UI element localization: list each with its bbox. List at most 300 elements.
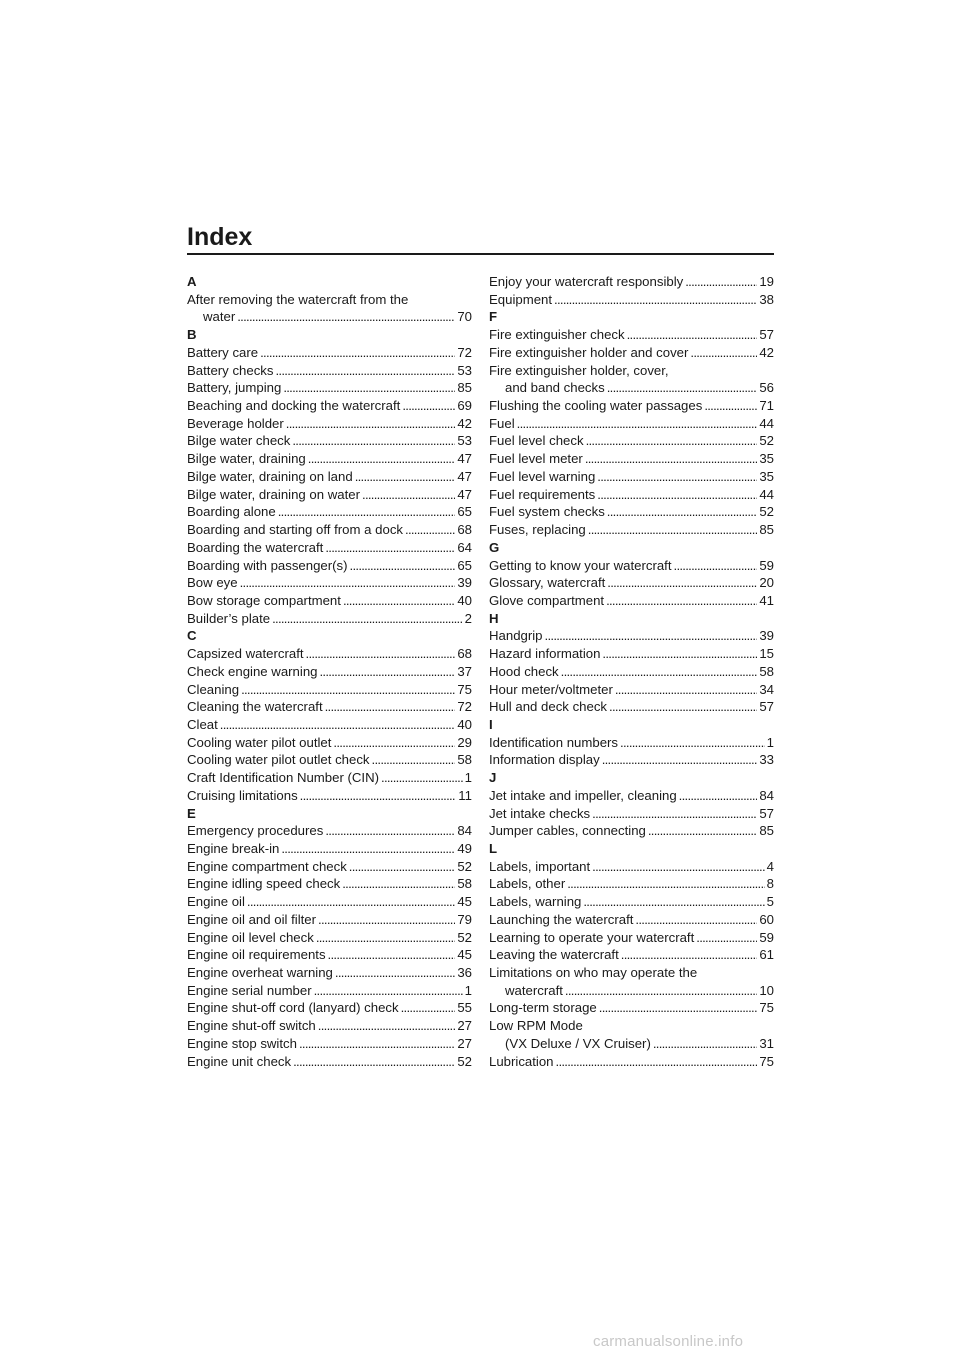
dot-leader	[635, 911, 757, 929]
index-entry-heading: Limitations on who may operate the	[489, 965, 698, 981]
index-entry-label: Flushing the cooling water passages	[489, 398, 703, 414]
index-entry	[489, 486, 774, 504]
dot-leader	[372, 751, 456, 769]
index-entry	[187, 681, 472, 699]
index-entry-page-number: 58	[759, 663, 774, 679]
index-entry-label: Engine oil level check	[187, 929, 314, 945]
index-entry-label: Fuel	[489, 415, 515, 431]
dot-leader	[286, 415, 456, 433]
index-entry	[489, 432, 774, 450]
dot-leader	[283, 379, 455, 397]
index-entry-page-number: 84	[759, 787, 774, 803]
index-entry	[489, 698, 774, 716]
dot-leader	[349, 858, 456, 876]
index-entry-label: Hood check	[489, 663, 559, 679]
index-entry-page-number: 45	[457, 894, 472, 910]
index-entry	[187, 645, 472, 663]
index-entry-label: Fuses, replacing	[489, 522, 586, 538]
index-entry-page-number: 44	[759, 486, 774, 502]
index-entry-label: Labels, warning	[489, 894, 582, 910]
index-entry	[187, 734, 472, 752]
index-letter-heading: J	[489, 770, 497, 786]
index-entry-label: Bilge water, draining	[187, 451, 306, 467]
index-entry	[187, 362, 472, 380]
index-entry	[187, 929, 472, 947]
index-entry-page-number: 38	[759, 291, 774, 307]
index-entry	[187, 610, 472, 628]
index-entry-label: Boarding the watercraft	[187, 539, 324, 555]
index-entry-label: Glossary, watercraft	[489, 575, 606, 591]
index-entry-page-number: 19	[759, 274, 774, 289]
index-entry	[187, 415, 472, 433]
dot-leader	[272, 610, 463, 628]
index-entry-page-number: 70	[457, 309, 472, 325]
dot-leader	[586, 432, 758, 450]
index-entry-page-number: 31	[759, 1035, 774, 1051]
index-entry-label: Information display	[489, 752, 600, 768]
index-entry	[187, 397, 472, 415]
index-entry-label: Fire extinguisher check	[489, 327, 625, 343]
index-entry-page-number: 56	[759, 380, 774, 396]
index-letter-heading: E	[187, 805, 196, 821]
index-entry-label: Engine serial number	[187, 982, 312, 998]
index-entry-page-number: 59	[759, 557, 774, 573]
index-entry-label: Engine overheat warning	[187, 965, 333, 981]
index-entry-page-number: 84	[457, 823, 472, 839]
index-entry-page-number: 11	[458, 787, 472, 803]
index-entry	[187, 1053, 472, 1071]
index-entry-label: (VX Deluxe / VX Cruiser)	[505, 1035, 651, 1051]
index-entry	[187, 858, 472, 876]
index-entry-label: Emergency procedures	[187, 823, 324, 839]
dot-leader	[597, 468, 757, 486]
index-entry-page-number: 33	[759, 752, 774, 768]
index-entry	[489, 592, 774, 610]
index-letter-heading: B	[187, 327, 197, 343]
index-entry	[489, 574, 774, 592]
dot-leader	[615, 681, 757, 699]
index-entry	[187, 769, 472, 787]
dot-leader	[328, 946, 456, 964]
index-entry-label: Leaving the watercraft	[489, 947, 619, 963]
index-entry-page-number: 2	[464, 610, 472, 626]
dot-leader	[293, 1053, 455, 1071]
index-entry-page-number: 40	[457, 592, 472, 608]
page-title: Index	[187, 223, 253, 251]
index-entry	[187, 557, 472, 575]
index-entry	[187, 432, 472, 450]
index-entry-label: Check engine warning	[187, 663, 318, 679]
index-entry-page-number: 72	[457, 699, 472, 715]
index-entry	[489, 999, 774, 1017]
index-entry-heading: Fire extinguisher holder, cover,	[489, 362, 669, 378]
index-letter-heading: F	[489, 309, 498, 325]
index-entry	[489, 415, 774, 433]
index-entry-page-number: 4	[766, 858, 774, 874]
index-entry-label: Engine break-in	[187, 841, 280, 856]
index-entry	[489, 645, 774, 663]
index-entry	[489, 397, 774, 415]
index-entry-page-number: 85	[759, 823, 774, 839]
index-entry-label: Cooling water pilot outlet check	[187, 752, 370, 768]
index-entry-page-number: 59	[759, 929, 774, 945]
index-entry-page-number: 58	[457, 752, 472, 768]
index-entry	[489, 1053, 774, 1071]
dot-leader	[585, 450, 758, 468]
dot-leader	[648, 822, 757, 840]
dot-leader	[517, 415, 758, 433]
dot-leader	[602, 751, 758, 769]
index-entry-page-number: 60	[759, 911, 774, 927]
index-entry-label: Long-term storage	[489, 1000, 597, 1016]
index-entry-page-number: 75	[759, 1000, 774, 1016]
index-entry	[489, 627, 774, 645]
index-entry	[489, 787, 774, 805]
index-entry-label: Engine oil requirements	[187, 947, 326, 963]
index-entry-label: Bow storage compartment	[187, 592, 341, 608]
index-entry-page-number: 52	[457, 1053, 472, 1069]
index-entry	[187, 468, 472, 486]
index-entry	[187, 822, 472, 840]
dot-leader	[260, 344, 455, 362]
index-entry-page-number: 35	[759, 468, 774, 484]
index-entry-label: Fuel level warning	[489, 468, 596, 484]
index-entry-page-number: 79	[457, 911, 472, 927]
index-entry	[187, 751, 472, 769]
index-entry-label: Jet intake and impeller, cleaning	[489, 787, 677, 803]
dot-leader	[333, 734, 455, 752]
dot-leader	[620, 734, 765, 752]
index-entry-label: Engine stop switch	[187, 1035, 297, 1051]
index-entry	[187, 1017, 472, 1035]
index-entry-label: Fuel level meter	[489, 451, 583, 467]
index-entry-page-number: 52	[759, 433, 774, 449]
dot-leader	[362, 486, 455, 504]
index-entry-page-number: 52	[457, 858, 472, 874]
dot-leader	[402, 397, 455, 415]
index-entry-label: Equipment	[489, 291, 553, 307]
dot-leader	[588, 521, 758, 539]
dot-leader	[335, 964, 455, 982]
index-entry	[187, 911, 472, 929]
index-entry-label: Boarding with passenger(s)	[187, 557, 348, 573]
index-entry-page-number: 39	[759, 628, 774, 644]
index-entry	[489, 805, 774, 823]
index-entry-page-number: 27	[457, 1035, 472, 1051]
index-entry-page-number: 5	[766, 894, 774, 910]
index-entry	[489, 734, 774, 752]
index-entry-page-number: 44	[759, 415, 774, 431]
dot-leader	[609, 698, 757, 716]
index-entry-page-number: 53	[457, 433, 472, 449]
index-entry-page-number: 39	[457, 575, 472, 591]
index-entry-label: Engine shut-off cord (lanyard) check	[187, 1000, 399, 1016]
index-entry-label: Bow eye	[187, 575, 238, 591]
index-entry-label: and band checks	[505, 380, 605, 396]
index-entry-page-number: 57	[759, 699, 774, 715]
index-entry-label: Builder’s plate	[187, 610, 271, 626]
dot-leader	[556, 1053, 758, 1071]
index-entry-label: Beverage holder	[187, 415, 284, 431]
dot-leader	[607, 574, 757, 592]
dot-leader	[607, 503, 758, 521]
dot-leader	[281, 840, 455, 858]
index-entry-page-number: 40	[457, 716, 472, 732]
index-entry	[187, 964, 472, 982]
index-entry-label: Engine compartment check	[187, 858, 347, 874]
dot-leader	[653, 1035, 757, 1053]
index-entry	[489, 946, 774, 964]
index-entry-label: Identification numbers	[489, 734, 619, 750]
index-entry-page-number: 37	[457, 663, 472, 679]
index-entry-label: Capsized watercraft	[187, 646, 304, 662]
index-entry-page-number: 42	[759, 344, 774, 360]
index-entry-label: Jet intake checks	[489, 805, 591, 821]
index-entry	[489, 326, 774, 344]
index-entry-label: Fire extinguisher holder and cover	[489, 344, 689, 360]
index-entry-label: Cooling water pilot outlet	[187, 734, 332, 750]
index-entry	[187, 999, 472, 1017]
dot-leader	[627, 326, 758, 344]
index-entry-label: Engine idling speed check	[187, 876, 341, 892]
dot-leader	[602, 645, 757, 663]
index-entry-page-number: 1	[464, 982, 472, 998]
index-entry-label: Bilge water check	[187, 433, 291, 449]
index-entry-label: Craft Identification Number (CIN)	[187, 770, 380, 786]
dot-leader	[704, 397, 757, 415]
index-entry-label: Hour meter/voltmeter	[489, 681, 613, 697]
dot-leader	[325, 822, 455, 840]
index-column-left	[187, 273, 472, 1070]
index-entry-label: Handgrip	[489, 628, 543, 644]
index-entry	[187, 450, 472, 468]
dot-leader	[565, 982, 757, 1000]
index-entry-label: Learning to operate your watercraft	[489, 929, 695, 945]
index-entry	[187, 893, 472, 911]
index-entry	[187, 787, 472, 805]
index-letter-heading: C	[187, 628, 197, 644]
index-entry	[489, 681, 774, 699]
index-entry	[187, 574, 472, 592]
index-entry-label: Bilge water, draining on land	[187, 468, 353, 484]
index-entry-label: Engine shut-off switch	[187, 1018, 316, 1034]
index-entry-page-number: 75	[759, 1053, 774, 1069]
dot-leader	[314, 982, 463, 1000]
index-entry-label: Jumper cables, connecting	[489, 823, 646, 839]
index-entry-page-number: 85	[457, 380, 472, 396]
index-letter-heading: G	[489, 539, 500, 555]
dot-leader	[247, 893, 455, 911]
dot-leader	[241, 681, 455, 699]
index-entry-page-number: 49	[457, 841, 472, 856]
dot-leader	[381, 769, 463, 787]
dot-leader	[276, 362, 456, 380]
dot-leader	[545, 627, 758, 645]
index-entry-page-number: 68	[457, 522, 472, 538]
index-entry	[489, 751, 774, 769]
index-entry-label: Fuel requirements	[489, 486, 596, 502]
dot-leader	[306, 645, 456, 663]
index-entry-page-number: 36	[457, 965, 472, 981]
index-column-right	[489, 273, 774, 1070]
index-entry	[489, 291, 774, 309]
index-entry	[489, 379, 774, 397]
index-entry	[187, 503, 472, 521]
index-entry	[187, 716, 472, 734]
index-entry	[187, 698, 472, 716]
index-entry	[187, 379, 472, 397]
index-entry	[489, 929, 774, 947]
index-entry-page-number: 45	[457, 947, 472, 963]
index-entry-page-number: 53	[457, 362, 472, 378]
index-entry	[489, 875, 774, 893]
index-entry-page-number: 69	[457, 398, 472, 414]
index-entry-page-number: 47	[457, 486, 472, 502]
index-entry	[187, 521, 472, 539]
dot-leader	[237, 308, 455, 326]
index-entry-label: Engine oil	[187, 894, 245, 910]
index-entry-label: Engine unit check	[187, 1053, 292, 1069]
index-entry-page-number: 71	[759, 398, 774, 414]
dot-leader	[320, 663, 456, 681]
index-entry-label: Hull and deck check	[489, 699, 608, 715]
watermark-text: carmanualsonline.info	[593, 1333, 744, 1350]
dot-leader	[561, 663, 758, 681]
dot-leader	[685, 273, 757, 291]
index-entry	[187, 539, 472, 557]
index-entry	[489, 450, 774, 468]
index-entry	[489, 557, 774, 575]
index-entry-page-number: 29	[457, 734, 472, 750]
index-entry-label: Fuel level check	[489, 433, 584, 449]
dot-leader	[405, 521, 455, 539]
index-entry	[489, 893, 774, 911]
index-entry-page-number: 42	[457, 415, 472, 431]
dot-leader	[674, 557, 758, 575]
index-entry-page-number: 20	[759, 575, 774, 591]
index-entry-label: Cleaning	[187, 681, 240, 697]
dot-leader	[567, 875, 764, 893]
index-entry-page-number: 57	[759, 327, 774, 343]
index-entry	[187, 344, 472, 362]
dot-leader	[318, 911, 455, 929]
dot-leader	[325, 539, 455, 557]
index-entry	[489, 521, 774, 539]
index-entry-page-number: 52	[759, 504, 774, 520]
index-entry	[187, 308, 472, 326]
index-entry	[489, 468, 774, 486]
dot-leader	[606, 592, 757, 610]
index-entry-label: Getting to know your watercraft	[489, 557, 672, 573]
index-entry	[489, 273, 774, 291]
index-entry-label: Launching the watercraft	[489, 911, 634, 927]
index-entry	[489, 858, 774, 876]
index-entry-label: Engine oil and oil filter	[187, 911, 317, 927]
index-entry-label: Glove compartment	[489, 592, 605, 608]
dot-leader	[318, 1017, 456, 1035]
index-entry-page-number: 75	[457, 681, 472, 697]
dot-leader	[292, 432, 455, 450]
index-entry-page-number: 34	[759, 681, 774, 697]
index-entry-page-number: 58	[457, 876, 472, 892]
index-entry-page-number: 72	[457, 344, 472, 360]
index-entry-page-number: 35	[759, 451, 774, 467]
index-entry	[489, 663, 774, 681]
index-entry-label: Boarding alone	[187, 504, 276, 520]
dot-leader	[592, 858, 764, 876]
index-entry	[489, 982, 774, 1000]
index-entry	[187, 592, 472, 610]
dot-leader	[592, 805, 757, 823]
index-entry	[187, 1035, 472, 1053]
index-entry-page-number: 64	[457, 539, 472, 555]
index-letter-heading: L	[489, 841, 498, 856]
index-entry-label: Battery, jumping	[187, 380, 282, 396]
dot-leader	[240, 574, 456, 592]
index-entry-label: Labels, other	[489, 876, 566, 892]
index-entry-page-number: 15	[759, 646, 774, 662]
index-entry-page-number: 52	[457, 929, 472, 945]
dot-leader	[316, 929, 456, 947]
dot-leader	[299, 1035, 455, 1053]
index-entry-page-number: 47	[457, 451, 472, 467]
dot-leader	[300, 787, 457, 805]
index-entry-page-number: 10	[759, 982, 774, 998]
dot-leader	[355, 468, 456, 486]
index-entry-page-number: 55	[457, 1000, 472, 1016]
dot-leader	[401, 999, 456, 1017]
dot-leader	[599, 999, 758, 1017]
index-entry-label: water	[203, 309, 236, 325]
index-entry-label: Enjoy your watercraft responsibly	[489, 274, 684, 289]
index-entry-label: Cleat	[187, 716, 218, 732]
dot-leader	[679, 787, 758, 805]
index-entry-page-number: 47	[457, 468, 472, 484]
index-entry-label: Battery care	[187, 344, 259, 360]
index-letter-heading: H	[489, 610, 499, 626]
index-letter-heading: I	[489, 716, 493, 732]
index-entry-page-number: 85	[759, 522, 774, 538]
index-entry-label: Lubrication	[489, 1053, 554, 1069]
index-entry	[187, 486, 472, 504]
index-entry	[489, 911, 774, 929]
index-entry-label: Beaching and docking the watercraft	[187, 398, 401, 414]
index-entry-page-number: 1	[766, 734, 774, 750]
index-entry	[489, 822, 774, 840]
dot-leader	[342, 875, 455, 893]
index-entry-label: watercraft	[505, 982, 563, 998]
dot-leader	[690, 344, 757, 362]
index-entry-label: Cleaning the watercraft	[187, 699, 323, 715]
dot-leader	[308, 450, 456, 468]
index-entry-label: Boarding and starting off from a dock	[187, 522, 404, 538]
index-entry-page-number: 57	[759, 805, 774, 821]
index-entry-label: Fuel system checks	[489, 504, 605, 520]
index-entry	[187, 663, 472, 681]
index-entry	[187, 946, 472, 964]
index-entry-page-number: 41	[759, 592, 774, 608]
dot-leader	[350, 557, 456, 575]
dot-leader	[278, 503, 456, 521]
index-entry-page-number: 8	[766, 876, 774, 892]
index-letter-heading: A	[187, 274, 197, 289]
dot-leader	[696, 929, 757, 947]
dot-leader	[343, 592, 455, 610]
index-entry-page-number: 65	[457, 504, 472, 520]
index-entry-heading: Low RPM Mode	[489, 1018, 583, 1034]
index-entry-label: Hazard information	[489, 646, 601, 662]
index-entry	[187, 840, 472, 858]
